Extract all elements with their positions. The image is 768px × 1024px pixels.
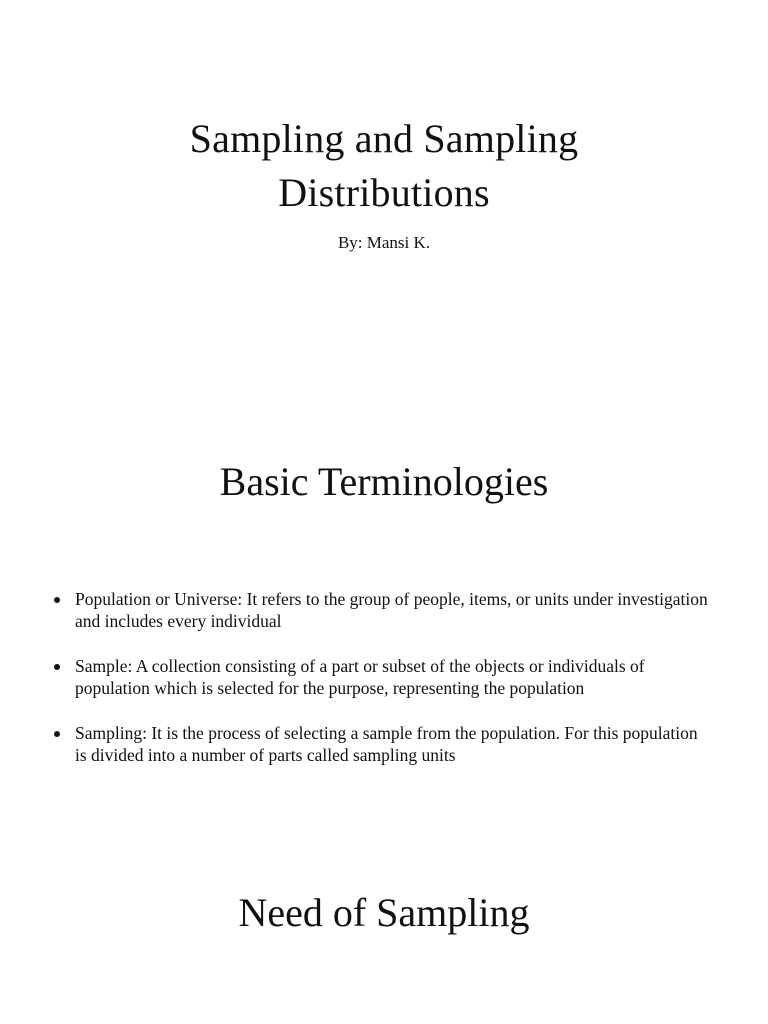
author-byline: By: Mansi K. [337,233,431,252]
bullet-icon [54,664,60,670]
list-item [52,588,712,632]
terminology-slide [0,455,768,765]
title-slide [0,112,768,254]
section-title-basic-terminologies: Basic Terminologies [219,459,549,504]
terminology-bullet-list [52,588,712,789]
bullet-icon [54,597,60,603]
need-of-sampling-slide [0,886,768,940]
bullet-text-population: Population or Universe: It refers to the group of people, items, or units under investigation and includes every individual [75,589,708,631]
list-item [52,722,712,766]
bullet-text-sampling: Sampling: It is the process of selecting a sample from the population. For this population is divided into a number of parts called sampling units [75,723,698,765]
bullet-text-sample: Sample: A collection consisting of a part or subset of the objects or individuals of population which is selected for the purpose, representing the population [75,656,645,698]
bullet-icon [54,731,60,737]
list-item [52,655,712,699]
section-title-need-of-sampling: Need of Sampling [238,890,530,935]
document-title: Sampling and Sampling Distributions [189,116,579,215]
